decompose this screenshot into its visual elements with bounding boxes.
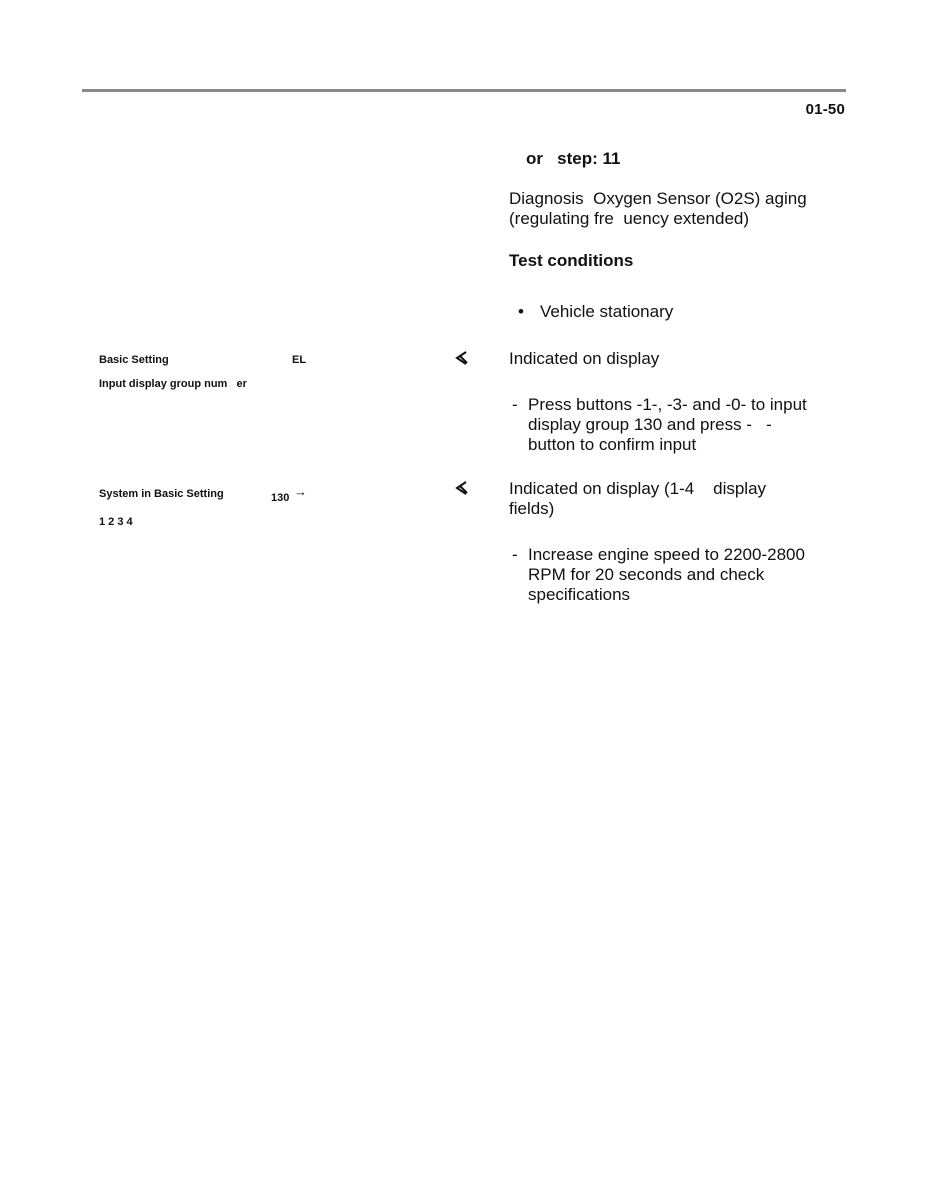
display2-line1-value: 130 (271, 492, 290, 504)
display2-line1-label: System in Basic Setting (99, 488, 224, 500)
indicated-text: Indicated on display (509, 349, 660, 368)
instruction-line: Increase engine speed to 2200-2800 (528, 545, 805, 564)
bullet-icon: • (518, 302, 524, 321)
indicated-line: fields) (509, 499, 555, 518)
dash-marker: - (512, 545, 518, 564)
test-condition-item (518, 302, 673, 322)
indicated-on-display-1 (509, 349, 659, 369)
instruction-engine-speed (512, 545, 805, 605)
indicated-line: Indicated on display (1-4 display (509, 479, 767, 498)
display1-line2-label: Input display group num er (99, 378, 247, 390)
instruction-input-group (512, 395, 807, 455)
diagnosis-description (509, 189, 839, 229)
instruction-line: display group 130 and press - - (528, 415, 772, 434)
diagnosis-line: (regulating fre uency extended) (509, 209, 750, 228)
diagnosis-line: Diagnosis Oxygen Sensor (O2S) aging (509, 189, 807, 208)
dash-marker: - (512, 395, 518, 414)
pointer-arrow-icon (454, 350, 470, 366)
header-rule (82, 89, 846, 92)
instruction-line: button to confirm input (528, 435, 697, 454)
instruction-line: RPM for 20 seconds and check (528, 565, 765, 584)
indicated-on-display-2 (509, 479, 766, 519)
display1-line1-label: Basic Setting (99, 354, 169, 366)
test-conditions-heading: Test conditions (509, 251, 634, 270)
display2-line2-label: 1 2 3 4 (99, 516, 133, 528)
page-number: 01-50 (805, 101, 845, 118)
instruction-line: Press buttons -1-, -3- and -0- to input (528, 395, 807, 414)
pointer-arrow-icon (454, 480, 470, 496)
right-arrow-icon: → (294, 484, 307, 499)
step-heading: or step: 11 (526, 149, 621, 168)
instruction-line: specifications (528, 585, 631, 604)
display1-line1-right: EL (292, 354, 307, 366)
test-condition-text: Vehicle stationary (540, 302, 674, 321)
